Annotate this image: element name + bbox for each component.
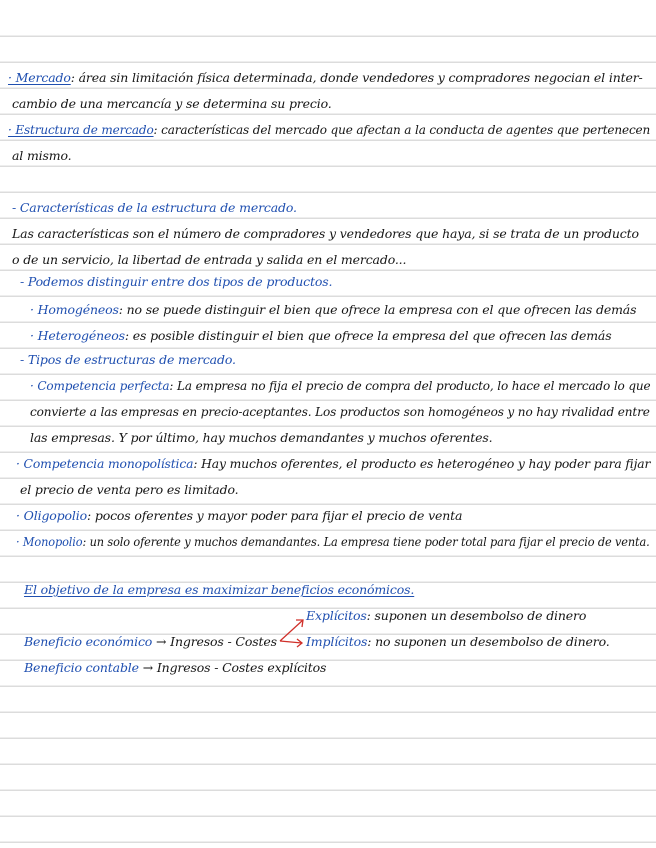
oligopolio-term: · Oligopolio	[16, 508, 87, 523]
beneficio-contable-term: Beneficio contable	[24, 660, 139, 675]
estructura-text: : características del mercado que afectan a la conducta de agentes que pertenecen	[153, 122, 651, 137]
monopolistica-line-2: el precio de venta pero es limitado.	[20, 482, 239, 497]
monopolio-term: · Monopolio	[16, 534, 83, 549]
tipos-productos-heading: - Podemos distinguir entre dos tipos de productos.	[20, 274, 333, 289]
heterogeneos-text: : es posible distinguir el bien que ofrece la empresa del que ofrecen las demás	[124, 328, 612, 343]
estructura-term: · Estructura de mercado	[8, 122, 154, 137]
objective-statement: El objetivo de la empresa es maximizar beneficios económicos.	[24, 582, 415, 597]
estructura-definition-line-2: al mismo.	[12, 148, 72, 163]
perfecta-term: · Competencia perfecta	[30, 378, 170, 393]
beneficio-economico-line	[24, 634, 277, 650]
estructura-definition-line-1	[8, 122, 650, 138]
monopolistica-term: · Competencia monopolística	[16, 456, 194, 471]
oligopolio-text: : pocos oferentes y mayor poder para fijar el precio de venta	[86, 508, 463, 523]
implicitos-term: Implícitos	[306, 634, 368, 649]
implicitos-text: : no suponen un desembolso de dinero.	[367, 634, 610, 649]
mercado-definition-line-1	[8, 70, 643, 86]
beneficio-economico-term: Beneficio económico	[24, 634, 153, 649]
mercado-definition-line-2: cambio de una mercancía y se determina su precio.	[12, 96, 332, 111]
tipos-estructuras-heading: - Tipos de estructuras de mercado.	[20, 352, 236, 367]
oligopolio-line	[16, 508, 462, 524]
beneficio-economico-formula: → Ingresos - Costes	[156, 634, 277, 649]
perfecta-line-2: convierte a las empresas en precio-aceptantes. Los productos son homogéneos y no hay rivalidad entre	[30, 404, 650, 419]
explicitos-text: : suponen un desembolso de dinero	[366, 608, 587, 623]
perfecta-line-3: las empresas. Y por último, hay muchos demandantes y muchos oferentes.	[30, 430, 493, 445]
implicitos-line	[306, 634, 610, 650]
explicitos-line	[306, 608, 586, 624]
caracteristicas-body-1: Las características son el número de compradores y vendedores que haya, si se trata de un producto	[12, 226, 639, 241]
heterogeneos-line	[30, 328, 611, 344]
beneficio-contable-formula: → Ingresos - Costes explícitos	[142, 660, 327, 675]
mercado-term: · Mercado	[8, 70, 71, 85]
monopolio-line	[16, 534, 650, 550]
beneficio-contable-line	[24, 660, 326, 676]
perfecta-text-1: : La empresa no fija el precio de compra del producto, lo hace el mercado lo que	[169, 378, 651, 393]
monopolistica-line-1	[16, 456, 650, 472]
caracteristicas-heading: - Características de la estructura de mercado.	[12, 200, 297, 215]
caracteristicas-body-2: o de un servicio, la libertad de entrada y salida en el mercado...	[12, 252, 407, 267]
heterogeneos-term: · Heterogéneos	[30, 328, 125, 343]
mercado-text: : área sin limitación física determinada, donde vendedores y compradores negocian el inter-	[70, 70, 643, 85]
explicitos-term: Explícitos	[306, 608, 367, 623]
perfecta-line-1	[30, 378, 650, 394]
monopolio-text: : un solo oferente y muchos demandantes. La empresa tiene poder total para fijar el precio de venta.	[82, 534, 650, 549]
homogeneos-line	[30, 302, 636, 318]
homogeneos-text: : no se puede distinguir el bien que ofrece la empresa con el que ofrecen las demás	[118, 302, 637, 317]
homogeneos-term: · Homogéneos	[30, 302, 119, 317]
monopolistica-text-1: : Hay muchos oferentes, el producto es heterogéneo y hay poder para fijar	[193, 456, 651, 471]
red-arrow-icon	[280, 620, 303, 647]
